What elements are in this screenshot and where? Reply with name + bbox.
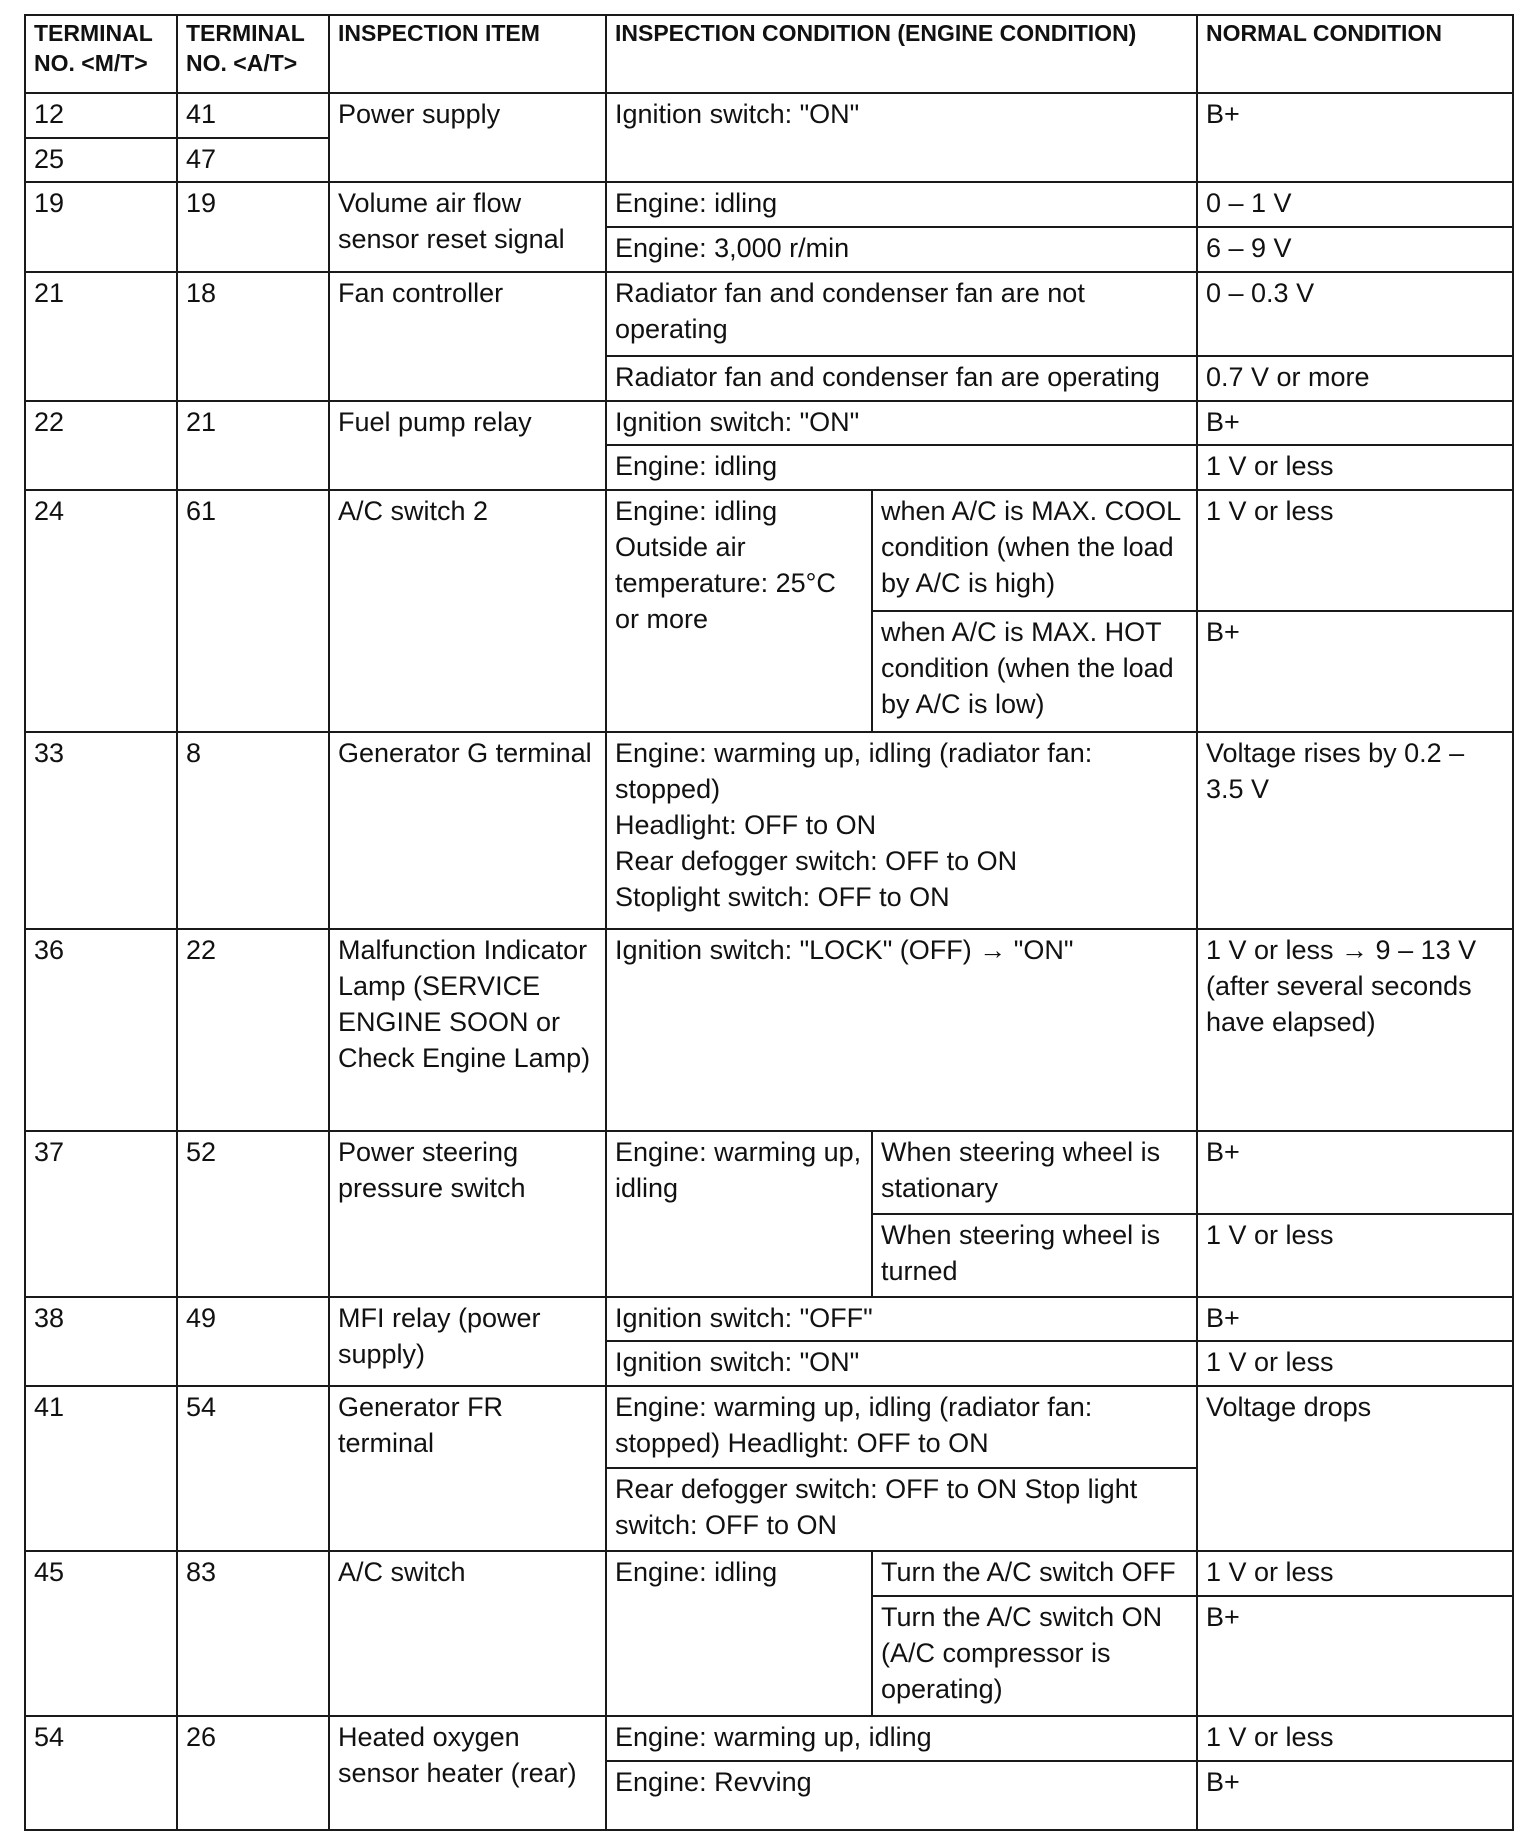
terminal-at-cell: 41 — [177, 93, 329, 138]
terminal-at-cell: 52 — [177, 1131, 329, 1296]
terminal-mt-cell: 38 — [25, 1297, 177, 1386]
table-row — [25, 490, 1513, 611]
table-row — [25, 1297, 1513, 1342]
header-terminal-at: TERMINAL NO. <A/T> — [177, 15, 329, 93]
inspection-subcondition-cell: Turn the A/C switch ON (A/C compressor is operating) — [872, 1596, 1197, 1717]
inspection-condition-cell: Engine: warming up, idling (radiator fan: stopped) Headlight: OFF to ON — [606, 1386, 1197, 1469]
normal-condition-cell: 6 – 9 V — [1197, 227, 1513, 272]
normal-condition-cell: 1 V or less — [1197, 1341, 1513, 1386]
terminal-mt-cell: 19 — [25, 182, 177, 271]
terminal-at-cell: 83 — [177, 1551, 329, 1716]
terminal-at-cell: 19 — [177, 182, 329, 271]
normal-condition-cell: Voltage drops — [1197, 1386, 1513, 1551]
normal-condition-cell: B+ — [1197, 93, 1513, 182]
inspection-condition-cell: Engine: warming up, idling (radiator fan: stopped) Headlight: OFF to ON Rear defogger switch: OFF to ON Stoplight switch: OFF to ON — [606, 732, 1197, 929]
inspection-condition-cell: Ignition switch: "OFF" — [606, 1297, 1197, 1342]
table-row — [25, 93, 1513, 138]
inspection-item-cell: Generator G terminal — [329, 732, 606, 929]
normal-condition-cell: 1 V or less — [1197, 490, 1513, 611]
header-terminal-mt: TERMINAL NO. <M/T> — [25, 15, 177, 93]
inspection-subcondition-cell: When steering wheel is stationary — [872, 1131, 1197, 1214]
normal-condition-cell: B+ — [1197, 1596, 1513, 1717]
normal-condition-cell: 1 V or less — [1197, 445, 1513, 490]
terminal-at-cell: 21 — [177, 401, 329, 490]
table-row — [25, 1386, 1513, 1469]
inspection-condition-cell: Engine: warming up, idling — [606, 1716, 1197, 1761]
terminal-mt-cell: 37 — [25, 1131, 177, 1296]
table-row — [25, 1716, 1513, 1761]
terminal-mt-cell: 24 — [25, 490, 177, 732]
inspection-condition-cell: Ignition switch: "ON" — [606, 93, 1197, 182]
terminal-at-cell: 26 — [177, 1716, 329, 1830]
terminal-mt-cell: 45 — [25, 1551, 177, 1716]
header-row — [25, 15, 1513, 93]
table-row — [25, 1551, 1513, 1596]
header-inspection-condition: INSPECTION CONDITION (ENGINE CONDITION) — [606, 15, 1197, 93]
terminal-at-cell: 49 — [177, 1297, 329, 1386]
terminal-mt-cell: 33 — [25, 732, 177, 929]
inspection-condition-cell: Engine: idling — [606, 1551, 872, 1716]
terminal-mt-cell: 54 — [25, 1716, 177, 1830]
normal-condition-cell: Voltage rises by 0.2 – 3.5 V — [1197, 732, 1513, 929]
normal-condition-cell: 0 – 1 V — [1197, 182, 1513, 227]
terminal-at-cell: 18 — [177, 272, 329, 401]
inspection-item-cell: Generator FR terminal — [329, 1386, 606, 1551]
table-row — [25, 272, 1513, 357]
normal-condition-cell: 1 V or less — [1197, 1214, 1513, 1297]
inspection-condition-cell: Ignition switch: "ON" — [606, 1341, 1197, 1386]
inspection-subcondition-cell: When steering wheel is turned — [872, 1214, 1197, 1297]
header-inspection-item: INSPECTION ITEM — [329, 15, 606, 93]
inspection-condition-cell: Engine: Revving — [606, 1761, 1197, 1830]
inspection-condition-cell: Radiator fan and condenser fan are operating — [606, 356, 1197, 401]
inspection-item-cell: A/C switch — [329, 1551, 606, 1716]
terminal-mt-cell: 25 — [25, 138, 177, 183]
inspection-condition-cell: Ignition switch: "LOCK" (OFF) → "ON" — [606, 929, 1197, 1131]
terminal-mt-cell: 21 — [25, 272, 177, 401]
terminal-mt-cell: 12 — [25, 93, 177, 138]
terminal-at-cell: 8 — [177, 732, 329, 929]
terminal-mt-cell: 41 — [25, 1386, 177, 1551]
inspection-subcondition-cell: Turn the A/C switch OFF — [872, 1551, 1197, 1596]
terminal-mt-cell: 36 — [25, 929, 177, 1131]
inspection-item-cell: Power supply — [329, 93, 606, 182]
normal-condition-cell: 0 – 0.3 V — [1197, 272, 1513, 357]
inspection-item-cell: Fan controller — [329, 272, 606, 401]
table-row — [25, 929, 1513, 1131]
inspection-item-cell: Heated oxygen sensor heater (rear) — [329, 1716, 606, 1830]
terminal-mt-cell: 22 — [25, 401, 177, 490]
inspection-item-cell: Power steering pressure switch — [329, 1131, 606, 1296]
table-row — [25, 401, 1513, 446]
inspection-item-cell: A/C switch 2 — [329, 490, 606, 732]
terminal-at-cell: 22 — [177, 929, 329, 1131]
normal-condition-cell: 0.7 V or more — [1197, 356, 1513, 401]
inspection-condition-cell: Engine: idling — [606, 445, 1197, 490]
normal-condition-cell: B+ — [1197, 1297, 1513, 1342]
inspection-condition-cell: Engine: 3,000 r/min — [606, 227, 1197, 272]
terminal-at-cell: 61 — [177, 490, 329, 732]
inspection-condition-cell: Rear defogger switch: OFF to ON Stop light switch: OFF to ON — [606, 1468, 1197, 1551]
normal-condition-cell: 1 V or less — [1197, 1716, 1513, 1761]
inspection-table — [24, 14, 1514, 1831]
inspection-condition-cell: Radiator fan and condenser fan are not operating — [606, 272, 1197, 357]
normal-condition-cell: 1 V or less — [1197, 1551, 1513, 1596]
normal-condition-cell: B+ — [1197, 401, 1513, 446]
inspection-condition-cell: Engine: warming up, idling — [606, 1131, 872, 1296]
header-normal-condition: NORMAL CONDITION — [1197, 15, 1513, 93]
terminal-at-cell: 54 — [177, 1386, 329, 1551]
inspection-condition-cell: Engine: idling Outside air temperature: 25°C or more — [606, 490, 872, 732]
inspection-item-cell: Volume air flow sensor reset signal — [329, 182, 606, 271]
inspection-item-cell: MFI relay (power supply) — [329, 1297, 606, 1386]
inspection-item-cell: Malfunction Indicator Lamp (SERVICE ENGINE SOON or Check Engine Lamp) — [329, 929, 606, 1131]
inspection-item-cell: Fuel pump relay — [329, 401, 606, 490]
inspection-subcondition-cell: when A/C is MAX. COOL condition (when the load by A/C is high) — [872, 490, 1197, 611]
inspection-condition-cell: Engine: idling — [606, 182, 1197, 227]
table-row — [25, 1131, 1513, 1214]
table-row — [25, 182, 1513, 227]
normal-condition-cell: B+ — [1197, 1761, 1513, 1830]
terminal-at-cell: 47 — [177, 138, 329, 183]
normal-condition-cell: B+ — [1197, 611, 1513, 732]
normal-condition-cell: B+ — [1197, 1131, 1513, 1214]
inspection-condition-cell: Ignition switch: "ON" — [606, 401, 1197, 446]
normal-condition-cell: 1 V or less → 9 – 13 V (after several seconds have elapsed) — [1197, 929, 1513, 1131]
inspection-subcondition-cell: when A/C is MAX. HOT condition (when the load by A/C is low) — [872, 611, 1197, 732]
table-row — [25, 732, 1513, 929]
